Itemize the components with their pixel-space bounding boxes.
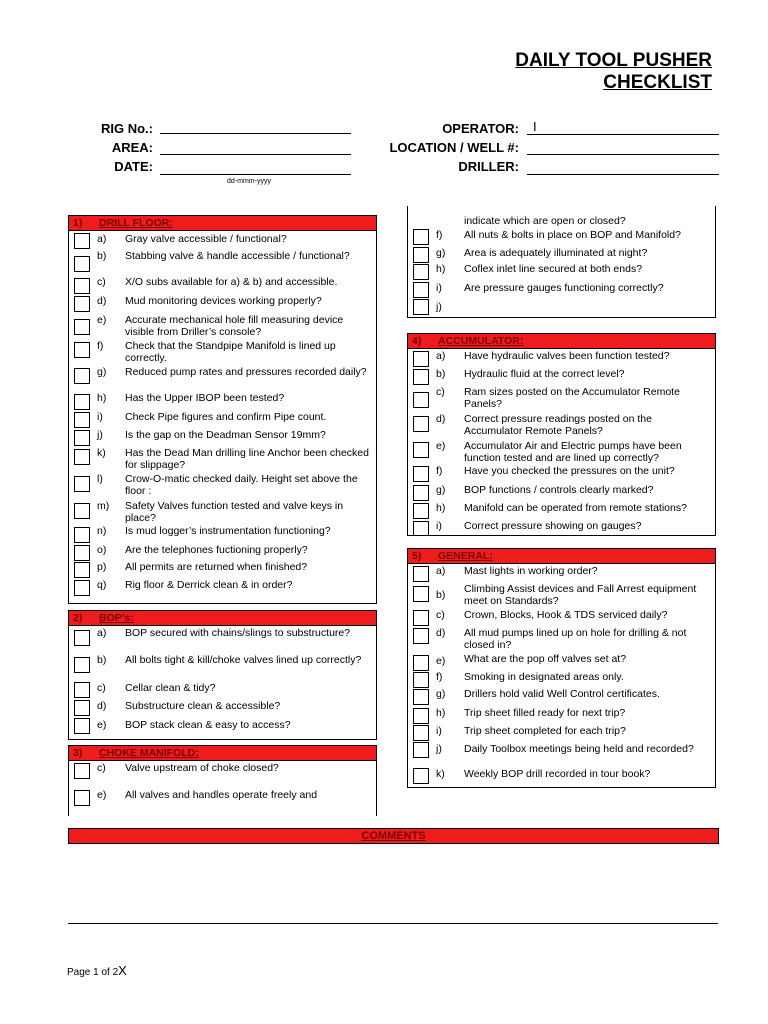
page-number-text: Page 1 of 2	[67, 967, 119, 978]
checklist-item: d) Substructure clean & accessible?	[69, 698, 376, 716]
checklist-item: h) Trip sheet filled ready for next trip?	[408, 705, 715, 723]
checklist-item: j) Daily Toolbox meetings being held and recorded?	[408, 740, 715, 767]
checklist-item: j) Is the gap on the Deadman Sensor 19mm?	[69, 427, 376, 445]
checklist-item: i) Are pressure gauges functioning correctly?	[408, 279, 715, 297]
date-format-hint: dd-mmm-yyyy	[227, 178, 271, 185]
title-line-2: CHECKLIST	[603, 72, 712, 93]
date-label: DATE:	[114, 159, 153, 174]
operator-value: I	[533, 119, 537, 134]
section-title-bops: 2) BOP’s:	[69, 611, 376, 626]
checklist-item: b) Hydraulic fluid at the correct level?	[408, 366, 715, 384]
checkbox[interactable]	[413, 264, 429, 280]
section-general	[407, 548, 716, 788]
checklist-item: c) X/O subs available for a) & b) and accessible.	[69, 275, 376, 293]
checklist-item: e) Accurate mechanical hole fill measuring device visible from Driller’s console?	[69, 311, 376, 338]
checkbox[interactable]	[413, 392, 429, 408]
section-drill-floor	[68, 215, 377, 604]
comments-header: COMMENTS	[68, 828, 719, 844]
checklist-item: c) Cellar clean & tidy?	[69, 680, 376, 698]
checkbox[interactable]	[74, 790, 90, 806]
checkbox[interactable]	[74, 278, 90, 294]
checkbox[interactable]	[413, 628, 429, 644]
checkbox[interactable]	[413, 369, 429, 385]
checklist-item: j)	[408, 297, 715, 315]
checklist-item: f) Have you checked the pressures on the unit?	[408, 464, 715, 482]
checklist-item: e) What are the pop off valves set at?	[408, 652, 715, 669]
checkbox[interactable]	[413, 689, 429, 705]
checkbox[interactable]	[74, 368, 90, 384]
checkbox[interactable]	[74, 256, 90, 272]
checkbox[interactable]	[74, 763, 90, 779]
checkbox[interactable]	[74, 503, 90, 519]
checkbox[interactable]	[74, 430, 90, 446]
checkbox[interactable]	[413, 768, 429, 784]
rig-field[interactable]	[160, 133, 351, 134]
checkbox[interactable]	[413, 351, 429, 367]
checklist-item: i) Correct pressure showing on gauges?	[408, 518, 715, 536]
checkbox[interactable]	[413, 442, 429, 458]
date-field[interactable]	[160, 174, 351, 175]
checklist-item: e) BOP stack clean & easy to access?	[69, 716, 376, 734]
checklist-item: f) Check that the Standpipe Manifold is lined up correctly.	[69, 338, 376, 365]
rig-label: RIG No.:	[101, 121, 153, 136]
checkbox[interactable]	[413, 566, 429, 582]
checkbox[interactable]	[413, 282, 429, 298]
section-bops	[68, 610, 377, 740]
area-label: AREA:	[111, 140, 153, 155]
checklist-item: c) Crown, Blocks, Hook & TDS serviced daily?	[408, 608, 715, 625]
checklist-item: n) Is mud logger’s instrumentation functioning?	[69, 524, 376, 542]
checklist-item: m) Safety Valves function tested and valve keys in place?	[69, 498, 376, 524]
checkbox[interactable]	[413, 229, 429, 245]
checklist-item: l) Crow-O-matic checked daily. Height set above the floor :	[69, 472, 376, 498]
checklist-item: h) Has the Upper IBOP been tested?	[69, 391, 376, 409]
comments-area[interactable]	[68, 845, 718, 921]
checkbox[interactable]	[413, 503, 429, 519]
checklist-item: o) Are the telephones fuctioning properly?	[69, 542, 376, 559]
checklist-item: d) All mud pumps lined up on hole for drilling & not closed in?	[408, 625, 715, 652]
checklist-item: f) All nuts & bolts in place on BOP and Manifold?	[408, 226, 715, 244]
checklist-item: e) Accumulator Air and Electric pumps have been function tested and are lined up correctly?	[408, 438, 715, 464]
checklist-item: k) Has the Dead Man drilling line Anchor been checked for slippage?	[69, 445, 376, 472]
section-choke-manifold	[68, 745, 377, 816]
checkbox[interactable]	[74, 394, 90, 410]
checkbox[interactable]	[413, 708, 429, 724]
checkbox[interactable]	[74, 630, 90, 646]
page-mark: X	[118, 963, 127, 978]
location-well-field[interactable]	[527, 154, 719, 155]
checklist-item: a) Have hydraulic valves been function tested?	[408, 349, 715, 366]
checkbox[interactable]	[413, 299, 429, 315]
checkbox[interactable]	[413, 416, 429, 432]
driller-label: DRILLER:	[458, 159, 519, 174]
location-well-label: LOCATION / WELL #:	[389, 140, 519, 155]
checkbox[interactable]	[74, 562, 90, 578]
checklist-item: b) Climbing Assist devices and Fall Arrest equipment meet on Standards?	[408, 581, 715, 608]
checklist-item: g) Reduced pump rates and pressures recorded daily?	[69, 365, 376, 391]
checklist-item: e) All valves and handles operate freely and	[69, 788, 376, 808]
checklist-item: g) Drillers hold valid Well Control certificates.	[408, 686, 715, 705]
checkbox[interactable]	[74, 718, 90, 734]
checklist-item: f) Smoking in designated areas only.	[408, 669, 715, 686]
section-accumulator	[407, 333, 716, 536]
driller-field[interactable]	[527, 174, 719, 175]
checklist-item: q) Rig floor & Derrick clean & in order?	[69, 577, 376, 595]
checkbox[interactable]	[74, 682, 90, 698]
checklist-item: b) Stabbing valve & handle accessible / functional?	[69, 248, 376, 275]
checkbox[interactable]	[413, 725, 429, 741]
checkbox[interactable]	[413, 466, 429, 482]
checkbox[interactable]	[413, 485, 429, 501]
checklist-item: k) Weekly BOP drill recorded in tour book?	[408, 767, 715, 785]
checkbox[interactable]	[74, 233, 90, 249]
section-choke-manifold-continued	[407, 206, 716, 318]
checkbox[interactable]	[74, 657, 90, 673]
checkbox[interactable]	[74, 319, 90, 335]
operator-label: OPERATOR:	[442, 121, 519, 136]
checklist-item: b) All bolts tight & kill/choke valves lined up correctly?	[69, 653, 376, 680]
checkbox[interactable]	[413, 610, 429, 626]
checkbox[interactable]	[74, 296, 90, 312]
checklist-item: i) Check Pipe figures and confirm Pipe count.	[69, 409, 376, 427]
checklist-item: p) All permits are returned when finished?	[69, 559, 376, 577]
section-title-general: 5) GENERAL:	[408, 549, 715, 564]
checkbox[interactable]	[74, 412, 90, 428]
section-title-accumulator: 4) ACCUMULATOR:	[408, 334, 715, 349]
title-line-1: DAILY TOOL PUSHER	[515, 50, 712, 71]
checkbox[interactable]	[74, 580, 90, 596]
checklist-item: h) Coflex inlet line secured at both ends?	[408, 261, 715, 279]
checklist-item: i) Trip sheet completed for each trip?	[408, 723, 715, 740]
checkbox[interactable]	[74, 449, 90, 465]
area-field[interactable]	[160, 154, 351, 155]
checklist-item: a) BOP secured with chains/slings to substructure?	[69, 626, 376, 653]
checkbox[interactable]	[413, 742, 429, 758]
checkbox[interactable]	[74, 342, 90, 358]
checklist-item: h) Manifold can be operated from remote stations?	[408, 500, 715, 518]
section-title-drill-floor: 1) DRILL FLOOR:	[69, 216, 376, 231]
footer-divider	[68, 923, 718, 924]
checkbox[interactable]	[74, 700, 90, 716]
checkbox[interactable]	[74, 476, 90, 492]
checklist-item: indicate which are open or closed?	[464, 215, 626, 227]
checklist-item: c) Valve upstream of choke closed?	[69, 761, 376, 788]
checkbox[interactable]	[413, 586, 429, 602]
checklist-item: a) Gray valve accessible / functional?	[69, 231, 376, 248]
checkbox[interactable]	[74, 527, 90, 543]
operator-field[interactable]	[527, 134, 719, 135]
document-title	[515, 50, 712, 94]
checklist-item: c) Ram sizes posted on the Accumulator Remote Panels?	[408, 384, 715, 411]
section-title-choke-manifold: 3) CHOKE MANIFOLD:	[69, 746, 376, 761]
checklist-item: d) Correct pressure readings posted on the Accumulator Remote Panels?	[408, 411, 715, 438]
checklist-item: a) Mast lights in working order?	[408, 564, 715, 581]
checklist-item: g) BOP functions / controls clearly marked?	[408, 482, 715, 500]
checkbox[interactable]	[413, 521, 429, 536]
page-number	[67, 963, 127, 978]
checklist-item: d) Mud monitoring devices working properly?	[69, 293, 376, 311]
checklist-item: g) Area is adequately illuminated at night?	[408, 244, 715, 261]
